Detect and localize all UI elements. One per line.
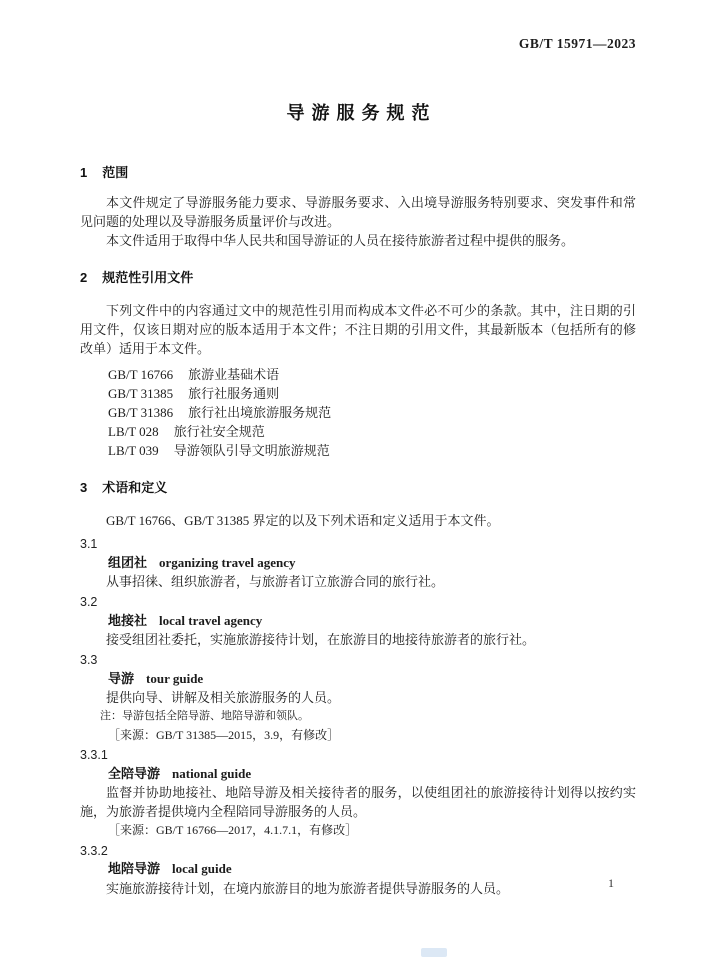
term-definition: 提供向导、讲解及相关旅游服务的人员。: [106, 690, 341, 705]
term-name-en: national guide: [172, 765, 252, 781]
term-definition: 接受组团社委托，实施旅游接待计划，在旅游目的地接待旅游者的旅行社。: [106, 632, 536, 647]
section-1-heading: [80, 165, 636, 181]
page-number: 1: [608, 876, 614, 890]
reference-item: [80, 403, 636, 422]
term-number: 3.3.1: [80, 748, 108, 762]
term-name-zh: 导游: [108, 670, 135, 686]
reference-code: LB/T 028: [108, 424, 159, 439]
section-3-heading: [80, 480, 636, 496]
scope-paragraph-1: 本文件规定了导游服务能力要求、导游服务要求、入出境导游服务特别要求、突发事件和常见问题的处理以及导游服务质量评价与改进。: [80, 195, 636, 229]
term-number: 3.1: [80, 537, 98, 551]
reference-item: [80, 422, 636, 441]
terms-intro: GB/T 16766、GB/T 31385 界定的以及下列术语和定义适用于本文件。: [106, 513, 500, 528]
scope-paragraph-2: 本文件适用于取得中华人民共和国导游证的人员在接待旅游者过程中提供的服务。: [106, 233, 575, 248]
term-definition: 监督并协助地接社、地陪导游及相关接待者的服务，以使组团社的旅游接待计划得以按约实施，为旅游者提供境内全程陪同导游服务的人员。: [80, 785, 636, 819]
reference-code: LB/T 039: [108, 443, 159, 458]
section-1-title: 范围: [102, 165, 129, 180]
standard-code-header: GB/T 15971—2023: [518, 36, 636, 51]
term-source: ［来源：GB/T 31385—2015，3.9，有修改］: [108, 727, 340, 742]
reference-title: 导游领队引导文明旅游规范: [173, 443, 330, 458]
document-title: 导游服务规范: [286, 103, 437, 123]
section-scope: [80, 165, 636, 250]
term-name: [80, 612, 636, 631]
term-number: 3.2: [80, 595, 98, 609]
section-1-number: 1: [80, 165, 88, 180]
term-name-zh: 地陪导游: [108, 861, 161, 876]
term-name: [80, 554, 636, 573]
reference-code: GB/T 31386: [108, 405, 174, 420]
section-2-heading: [80, 270, 636, 286]
reference-title: 旅游业基础术语: [188, 367, 280, 382]
term-number: 3.3.2: [80, 843, 108, 858]
term-name-zh: 全陪导游: [108, 765, 161, 781]
section-3-title: 术语和定义: [102, 480, 168, 495]
term-name: [80, 860, 636, 879]
term-number: 3.3: [80, 653, 98, 667]
term-name-en: local travel agency: [159, 612, 263, 628]
term-entry-local-travel-agency: [80, 593, 636, 649]
section-2-title: 规范性引用文件: [102, 270, 194, 285]
term-name: [80, 765, 636, 784]
reference-item: [80, 384, 636, 403]
reference-item: [80, 441, 636, 460]
term-name-en: organizing travel agency: [159, 554, 296, 570]
section-normative-references: [80, 270, 636, 460]
term-definition: 从事招徕、组织旅游者，与旅游者订立旅游合同的旅行社。: [106, 574, 445, 589]
watermark-fragment: [421, 948, 447, 957]
term-name: [80, 670, 636, 689]
terms-list: [80, 535, 636, 898]
term-source: ［来源：GB/T 16766—2017，4.1.7.1，有修改］: [108, 823, 358, 837]
reference-title: 旅行社服务通则: [188, 386, 280, 401]
reference-code: GB/T 31385: [108, 386, 174, 401]
term-name-zh: 组团社: [108, 554, 148, 570]
term-entry-national-guide: [80, 746, 636, 840]
section-3-number: 3: [80, 480, 88, 495]
reference-code: GB/T 16766: [108, 367, 174, 382]
term-note: 注：导游包括全陪导游、地陪导游和领队。: [100, 710, 309, 722]
section-2-number: 2: [80, 270, 88, 285]
term-entry-local-guide: [80, 842, 636, 898]
references-intro: 下列文件中的内容通过文中的规范性引用而构成本文件必不可少的条款。其中，注日期的引用文件，仅该日期对应的版本适用于本文件；不注日期的引用文件，其最新版本（包括所有的修改单）适用于本文件。: [80, 303, 636, 356]
reference-title: 旅行社安全规范: [173, 424, 265, 439]
page-content: [80, 0, 636, 898]
term-entry-organizing-travel-agency: [80, 535, 636, 591]
term-name-zh: 地接社: [108, 612, 148, 628]
term-definition: 实施旅游接待计划，在境内旅游目的地为旅游者提供导游服务的人员。: [106, 880, 510, 896]
term-name-en: tour guide: [146, 670, 204, 686]
section-terms-definitions: [80, 480, 636, 898]
term-entry-tour-guide: [80, 651, 636, 744]
references-list: [80, 365, 636, 460]
reference-title: 旅行社出境旅游服务规范: [188, 405, 332, 420]
term-name-en: local guide: [172, 861, 232, 876]
reference-item: [80, 365, 636, 384]
